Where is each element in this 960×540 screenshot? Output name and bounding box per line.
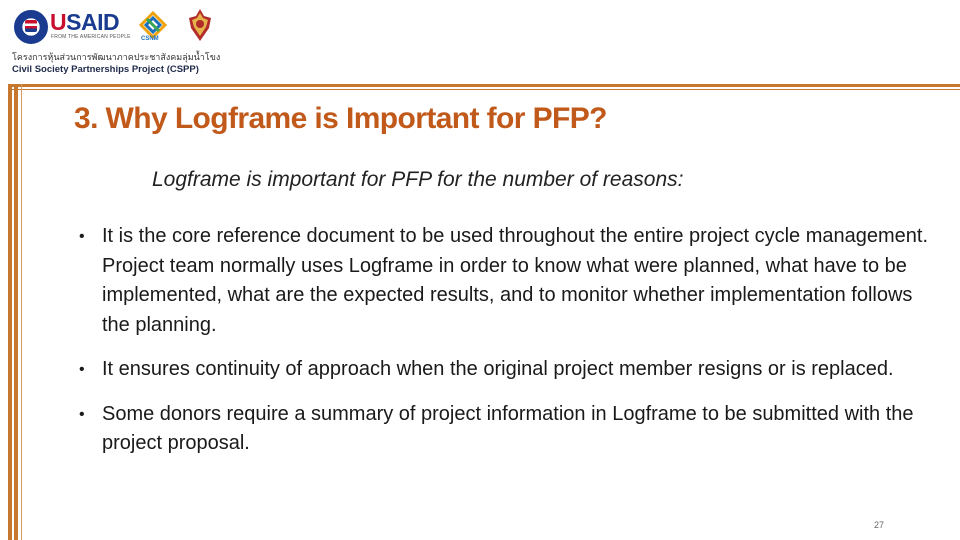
bullet-text: Some donors require a summary of project information in Logframe to be submitted with the project proposal. — [102, 402, 914, 454]
top-accent-line — [8, 84, 960, 87]
thai-org-line: โครงการหุ้นส่วนการพัฒนาภาคประชาสังคมลุ่มน้ำโขง — [12, 52, 221, 62]
slide-title: 3. Why Logframe is Important for PFP? — [74, 102, 607, 135]
left-accent-bar — [14, 84, 18, 540]
list-item — [76, 222, 936, 340]
csnm-label: CSNM — [141, 36, 159, 42]
project-name: Civil Society Partnerships Project (CSPP) — [12, 64, 199, 75]
usaid-seal-icon — [14, 10, 48, 44]
bullet-list — [76, 222, 936, 459]
bullet-glyph: • — [79, 228, 85, 245]
header-logos — [10, 4, 230, 80]
usaid-logo: USAID — [50, 9, 120, 35]
bullet-glyph: • — [79, 405, 85, 423]
bullet-glyph: • — [79, 361, 85, 378]
list-item — [76, 400, 936, 459]
top-accent-line-thin — [8, 89, 960, 90]
bullet-text: It is the core reference document to be used throughout the entire project cycle management. Project team normally uses Logframe in order to know what were planned, what have to be implemented, what are the expected results, and to monitor whether implementation follows the planning. — [102, 225, 929, 336]
usaid-tagline: FROM THE AMERICAN PEOPLE — [51, 34, 131, 40]
list-item — [76, 355, 936, 385]
left-accent-bar — [8, 84, 12, 540]
page-number: 27 — [874, 520, 885, 530]
left-accent-bar-thin — [21, 84, 22, 540]
slide-subtitle: Logframe is important for PFP for the number of reasons: — [152, 168, 684, 191]
thai-university-seal-icon — [187, 8, 213, 42]
bullet-text: It ensures continuity of approach when the original project member resigns or is replaced. — [102, 358, 894, 380]
